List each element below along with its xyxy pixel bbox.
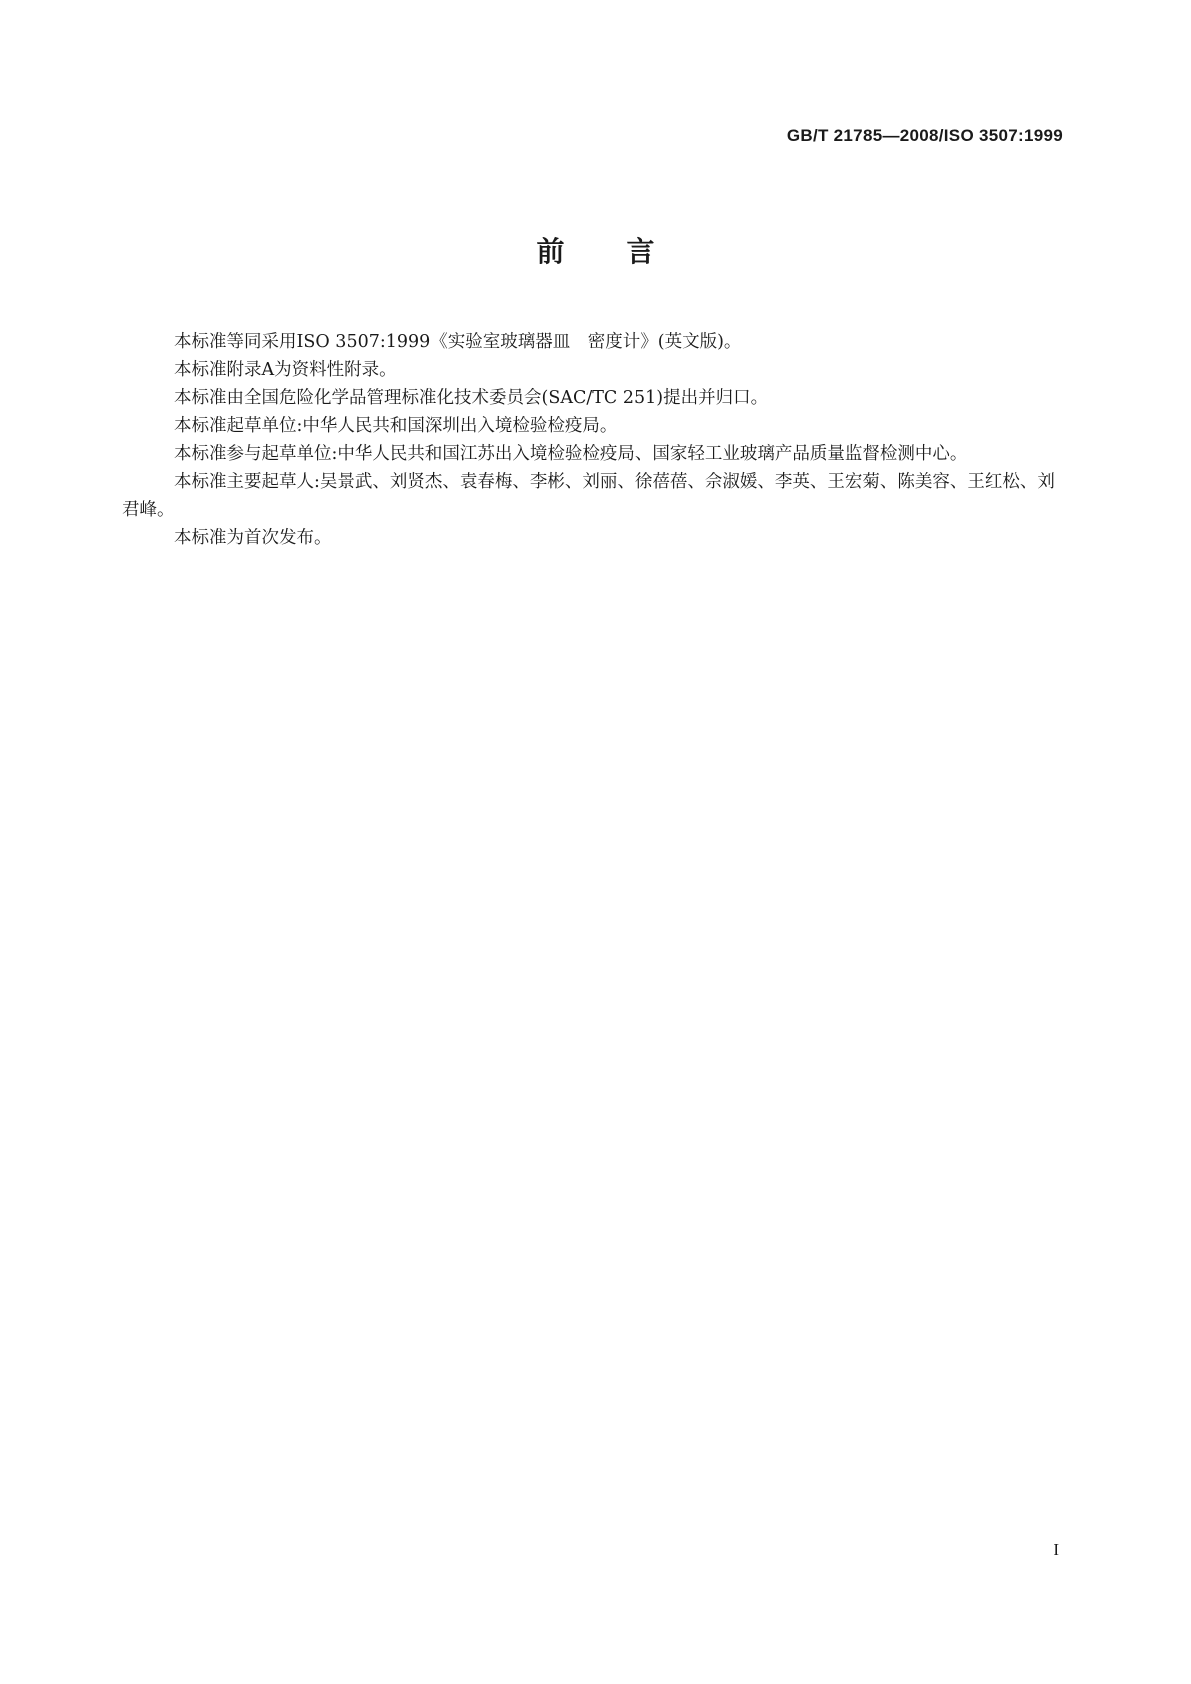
paragraph-drafters: 本标准主要起草人:吴景武、刘贤杰、袁春梅、李彬、刘丽、徐蓓蓓、佘淑媛、李英、王宏菊、陈美容、王红松、刘君峰。: [122, 472, 1055, 520]
paragraph-participating-units: 本标准参与起草单位:中华人民共和国江苏出入境检验检疫局、国家轻工业玻璃产品质量监督检测中心。: [174, 444, 968, 464]
paragraph-first-release: 本标准为首次发布。: [174, 528, 332, 548]
paragraph-drafting-unit: 本标准起草单位:中华人民共和国深圳出入境检验检疫局。: [174, 416, 618, 436]
paragraph-annex: 本标准附录A为资料性附录。: [174, 360, 397, 380]
paragraph-proposer: 本标准由全国危险化学品管理标准化技术委员会(SAC/TC 251)提出并归口。: [174, 388, 769, 408]
paragraph-adoption: 本标准等同采用ISO 3507:1999《实验室玻璃器皿 密度计》(英文版)。: [174, 332, 742, 352]
page-title: 前言: [536, 235, 717, 268]
standard-code-header: GB/T 21785—2008/ISO 3507:1999: [786, 126, 1063, 145]
page-number: I: [1053, 1540, 1059, 1559]
foreword-body: [122, 328, 1066, 552]
